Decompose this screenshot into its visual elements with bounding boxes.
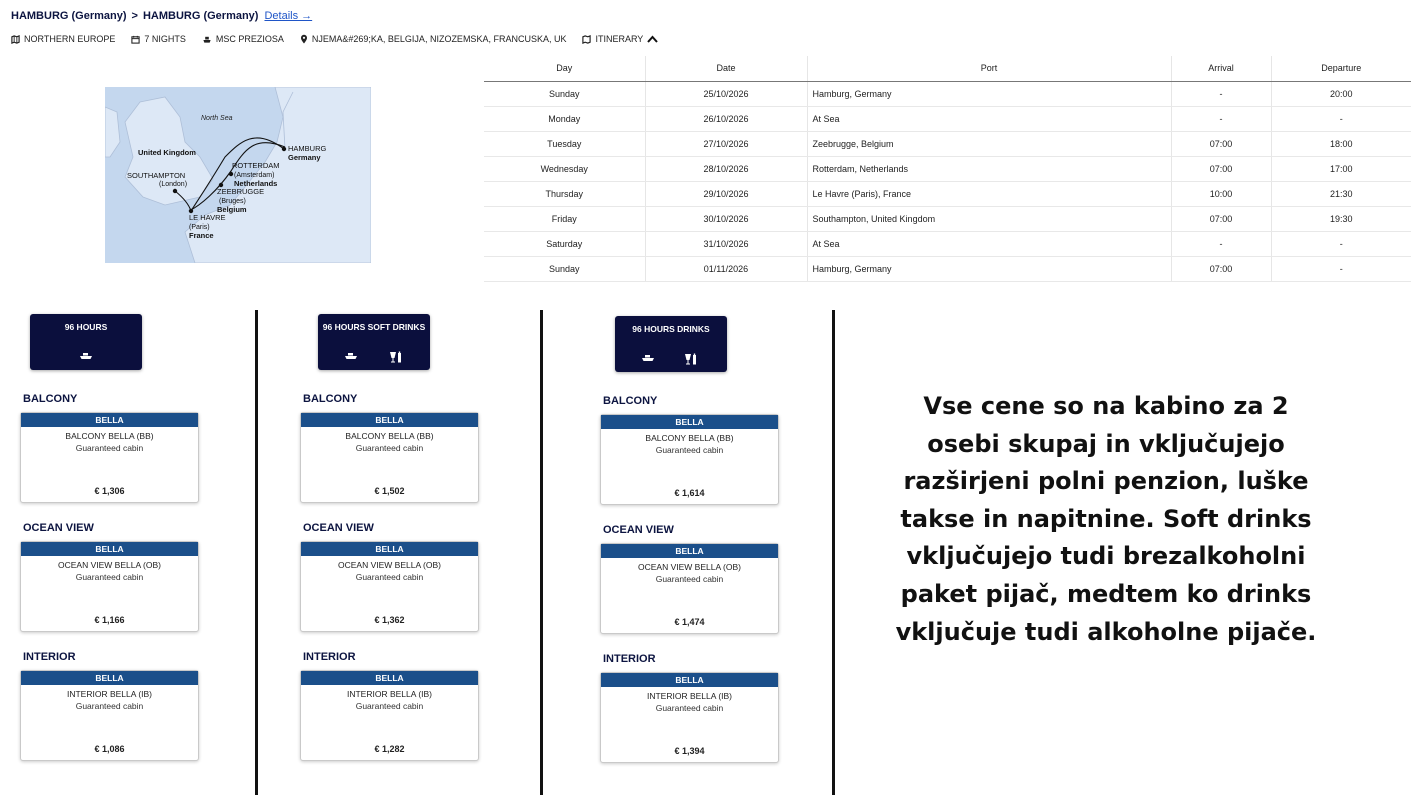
cabin-price: € 1,086 [94, 744, 125, 754]
route-arrow: > [131, 10, 138, 22]
chevron-up-icon [647, 35, 658, 43]
cell-port: At Sea [807, 106, 1171, 131]
cell-port: Zeebrugge, Belgium [807, 131, 1171, 156]
package-badge-title: 96 HOURS [64, 322, 108, 332]
cabin-card-ocean-view[interactable] [20, 541, 199, 632]
category-balcony: BALCONY [603, 395, 658, 407]
cell-date: 27/10/2026 [645, 131, 807, 156]
cell-day: Tuesday [484, 131, 645, 156]
cabin-price: € 1,282 [374, 744, 405, 754]
table-row [484, 131, 1411, 156]
package-badge[interactable] [615, 316, 727, 372]
map-pin-southampton [173, 189, 177, 193]
cabin-name: OCEAN VIEW BELLA (OB) [338, 560, 441, 570]
card-header: BELLA [601, 544, 778, 558]
cell-day: Wednesday [484, 156, 645, 181]
note-line: takse in napitnine. Soft drinks [900, 504, 1312, 533]
cell-arrival: 07:00 [1171, 206, 1271, 231]
cell-port: Le Havre (Paris), France [807, 181, 1171, 206]
card-header: BELLA [301, 542, 478, 556]
category-ocean-view: OCEAN VIEW [603, 524, 674, 536]
cabin-note: Guaranteed cabin [655, 445, 724, 455]
col-departure: Departure [1271, 56, 1411, 81]
cell-arrival: - [1171, 106, 1271, 131]
cell-port: Southampton, United Kingdom [807, 206, 1171, 231]
cabin-price: € 1,614 [674, 488, 705, 498]
cabin-card-interior[interactable] [20, 670, 199, 761]
map-label-hamburg: HAMBURG [288, 144, 327, 153]
itinerary-header-row [484, 56, 1411, 81]
cabin-price: € 1,362 [374, 615, 405, 625]
cell-arrival: - [1171, 81, 1271, 106]
col-date: Date [645, 56, 807, 81]
cabin-name: OCEAN VIEW BELLA (OB) [58, 560, 161, 570]
cabin-name: INTERIOR BELLA (IB) [646, 691, 733, 701]
cabin-name: INTERIOR BELLA (IB) [346, 689, 433, 699]
category-ocean-view: OCEAN VIEW [23, 522, 94, 534]
cell-departure: - [1271, 256, 1411, 281]
cell-arrival: 07:00 [1171, 131, 1271, 156]
cabin-card-ocean-view[interactable] [300, 541, 479, 632]
card-header: BELLA [601, 415, 778, 429]
cell-day: Friday [484, 206, 645, 231]
route-map [105, 87, 371, 263]
cell-arrival: - [1171, 231, 1271, 256]
cell-arrival: 07:00 [1171, 256, 1271, 281]
table-row [484, 156, 1411, 181]
cell-date: 26/10/2026 [645, 106, 807, 131]
note-line: osebi skupaj in vključujejo [927, 429, 1285, 458]
card-header: BELLA [301, 413, 478, 427]
cabin-card-ocean-view[interactable] [600, 543, 779, 634]
card-header: BELLA [301, 671, 478, 685]
map-label-lehavre: LE HAVRE [189, 213, 226, 222]
category-ocean-view: OCEAN VIEW [303, 522, 374, 534]
table-row [484, 206, 1411, 231]
cell-day: Monday [484, 106, 645, 131]
table-row [484, 106, 1411, 131]
cell-date: 31/10/2026 [645, 231, 807, 256]
cabin-name: OCEAN VIEW BELLA (OB) [638, 562, 741, 572]
meta-countries-label: NJEMA&#269;KA, BELGIJA, NIZOZEMSKA, FRANCUSKA, UK [311, 34, 567, 44]
map-label-rotterdam-sub: (Amsterdam) [234, 172, 275, 179]
table-row [484, 231, 1411, 256]
map-label-uk: United Kingdom [138, 148, 196, 157]
cabin-price: € 1,306 [94, 486, 125, 496]
cell-departure: - [1271, 231, 1411, 256]
cell-port: Hamburg, Germany [807, 81, 1171, 106]
cell-port: Rotterdam, Netherlands [807, 156, 1171, 181]
cabin-card-interior[interactable] [600, 672, 779, 763]
cabin-price: € 1,394 [674, 746, 705, 756]
map-label-zeebrugge: ZEEBRUGGE [217, 187, 265, 196]
price-note [878, 388, 1334, 651]
meta-countries [300, 34, 567, 44]
table-row [484, 181, 1411, 206]
itinerary-table [484, 56, 1411, 282]
col-day: Day [484, 56, 645, 81]
cabin-note: Guaranteed cabin [355, 572, 424, 582]
package-96-hours-soft-drinks [300, 314, 540, 800]
map-label-southampton-sub: (London) [159, 181, 188, 188]
column-divider [540, 310, 543, 795]
card-header: BELLA [21, 413, 198, 427]
map-pin-rotterdam [229, 172, 233, 176]
cabin-note: Guaranteed cabin [75, 701, 144, 711]
cell-departure: 17:00 [1271, 156, 1411, 181]
cell-arrival: 10:00 [1171, 181, 1271, 206]
itinerary-toggle-label: ITINERARY [595, 34, 644, 44]
card-header: BELLA [601, 673, 778, 687]
package-96-hours [20, 314, 260, 800]
cabin-note: Guaranteed cabin [75, 443, 144, 453]
drinks-icon [389, 351, 403, 363]
cell-day: Saturday [484, 231, 645, 256]
ship-icon [641, 354, 655, 362]
cell-departure: 19:30 [1271, 206, 1411, 231]
map-label-rotterdam: ROTTERDAM [232, 161, 280, 170]
details-link[interactable]: Details → [264, 10, 313, 22]
cell-date: 29/10/2026 [645, 181, 807, 206]
cruise-meta-bar [11, 34, 658, 44]
cell-day: Sunday [484, 256, 645, 281]
cell-day: Thursday [484, 181, 645, 206]
category-interior: INTERIOR [23, 651, 76, 663]
cabin-card-balcony[interactable] [20, 412, 199, 503]
table-row [484, 256, 1411, 281]
calendar-icon [131, 35, 140, 44]
category-balcony: BALCONY [23, 393, 78, 405]
card-header: BELLA [21, 671, 198, 685]
cabin-card-balcony[interactable] [600, 414, 779, 505]
ship-icon [344, 352, 358, 360]
cabin-name: BALCONY BELLA (BB) [345, 431, 434, 441]
map-label-belgium: Belgium [217, 205, 247, 214]
cell-day: Sunday [484, 81, 645, 106]
cell-date: 30/10/2026 [645, 206, 807, 231]
note-line: razširjeni polni penzion, luške [903, 467, 1309, 496]
cell-departure: 18:00 [1271, 131, 1411, 156]
meta-ship-label: MSC PREZIOSA [215, 34, 284, 44]
package-badge[interactable] [318, 314, 430, 370]
note-line: paket pijač, medtem ko drinks [900, 579, 1312, 608]
package-badge-title: 96 HOURS SOFT DRINKS [322, 322, 426, 332]
map-label-netherlands: Netherlands [234, 179, 278, 188]
meta-nights-label: 7 NIGHTS [144, 34, 186, 44]
map-label-lehavre-sub: (Paris) [189, 224, 210, 231]
itinerary-toggle[interactable] [582, 34, 658, 44]
cabin-note: Guaranteed cabin [355, 443, 424, 453]
package-badge[interactable] [30, 314, 142, 370]
ship-icon [79, 352, 93, 360]
col-arrival: Arrival [1171, 56, 1271, 81]
category-interior: INTERIOR [603, 653, 656, 665]
map-label-southampton: SOUTHAMPTON [127, 171, 186, 180]
ship-icon [202, 35, 212, 44]
meta-region [11, 34, 115, 44]
route-title [11, 10, 312, 22]
note-line: vključuje tudi alkoholne pijače. [895, 617, 1317, 646]
note-line: vključujejo tudi brezalkoholni [906, 542, 1306, 571]
cell-arrival: 07:00 [1171, 156, 1271, 181]
map-pin-hamburg [282, 147, 286, 151]
package-badge-title: 96 HOURS DRINKS [632, 324, 710, 334]
category-interior: INTERIOR [303, 651, 356, 663]
map-label-zeebrugge-sub: (Bruges) [219, 198, 246, 205]
route-map-graphic [105, 87, 371, 263]
cabin-card-interior[interactable] [300, 670, 479, 761]
origin-port: HAMBURG (Germany) [11, 10, 127, 22]
map-label-germany: Germany [288, 153, 321, 162]
package-96-hours-drinks [600, 316, 840, 800]
cell-departure: 21:30 [1271, 181, 1411, 206]
meta-ship [202, 34, 284, 44]
cabin-note: Guaranteed cabin [655, 703, 724, 713]
cabin-name: INTERIOR BELLA (IB) [66, 689, 153, 699]
cabin-card-balcony[interactable] [300, 412, 479, 503]
cabin-note: Guaranteed cabin [75, 572, 144, 582]
cell-date: 01/11/2026 [645, 256, 807, 281]
cell-date: 28/10/2026 [645, 156, 807, 181]
cabin-note: Guaranteed cabin [655, 574, 724, 584]
cabin-price: € 1,474 [674, 617, 705, 627]
card-header: BELLA [21, 542, 198, 556]
cell-port: Hamburg, Germany [807, 256, 1171, 281]
destination-port: HAMBURG (Germany) [142, 10, 259, 22]
cabin-name: BALCONY BELLA (BB) [645, 433, 734, 443]
pin-icon [300, 34, 308, 44]
meta-region-label: NORTHERN EUROPE [24, 34, 116, 44]
cabin-price: € 1,166 [94, 615, 125, 625]
category-balcony: BALCONY [303, 393, 358, 405]
note-line: Vse cene so na kabino za 2 [923, 392, 1289, 420]
cabin-price: € 1,502 [374, 486, 405, 496]
table-row [484, 81, 1411, 106]
meta-nights [131, 34, 186, 44]
map-icon [582, 35, 591, 44]
map-label-france: France [189, 231, 214, 240]
cell-date: 25/10/2026 [645, 81, 807, 106]
cabin-name: BALCONY BELLA (BB) [65, 431, 154, 441]
map-label-north-sea: North Sea [201, 115, 233, 122]
cabin-note: Guaranteed cabin [355, 701, 424, 711]
cell-departure: 20:00 [1271, 81, 1411, 106]
col-port: Port [807, 56, 1171, 81]
cell-port: At Sea [807, 231, 1171, 256]
map-icon [11, 35, 20, 44]
drinks-icon [684, 353, 698, 365]
cell-departure: - [1271, 106, 1411, 131]
